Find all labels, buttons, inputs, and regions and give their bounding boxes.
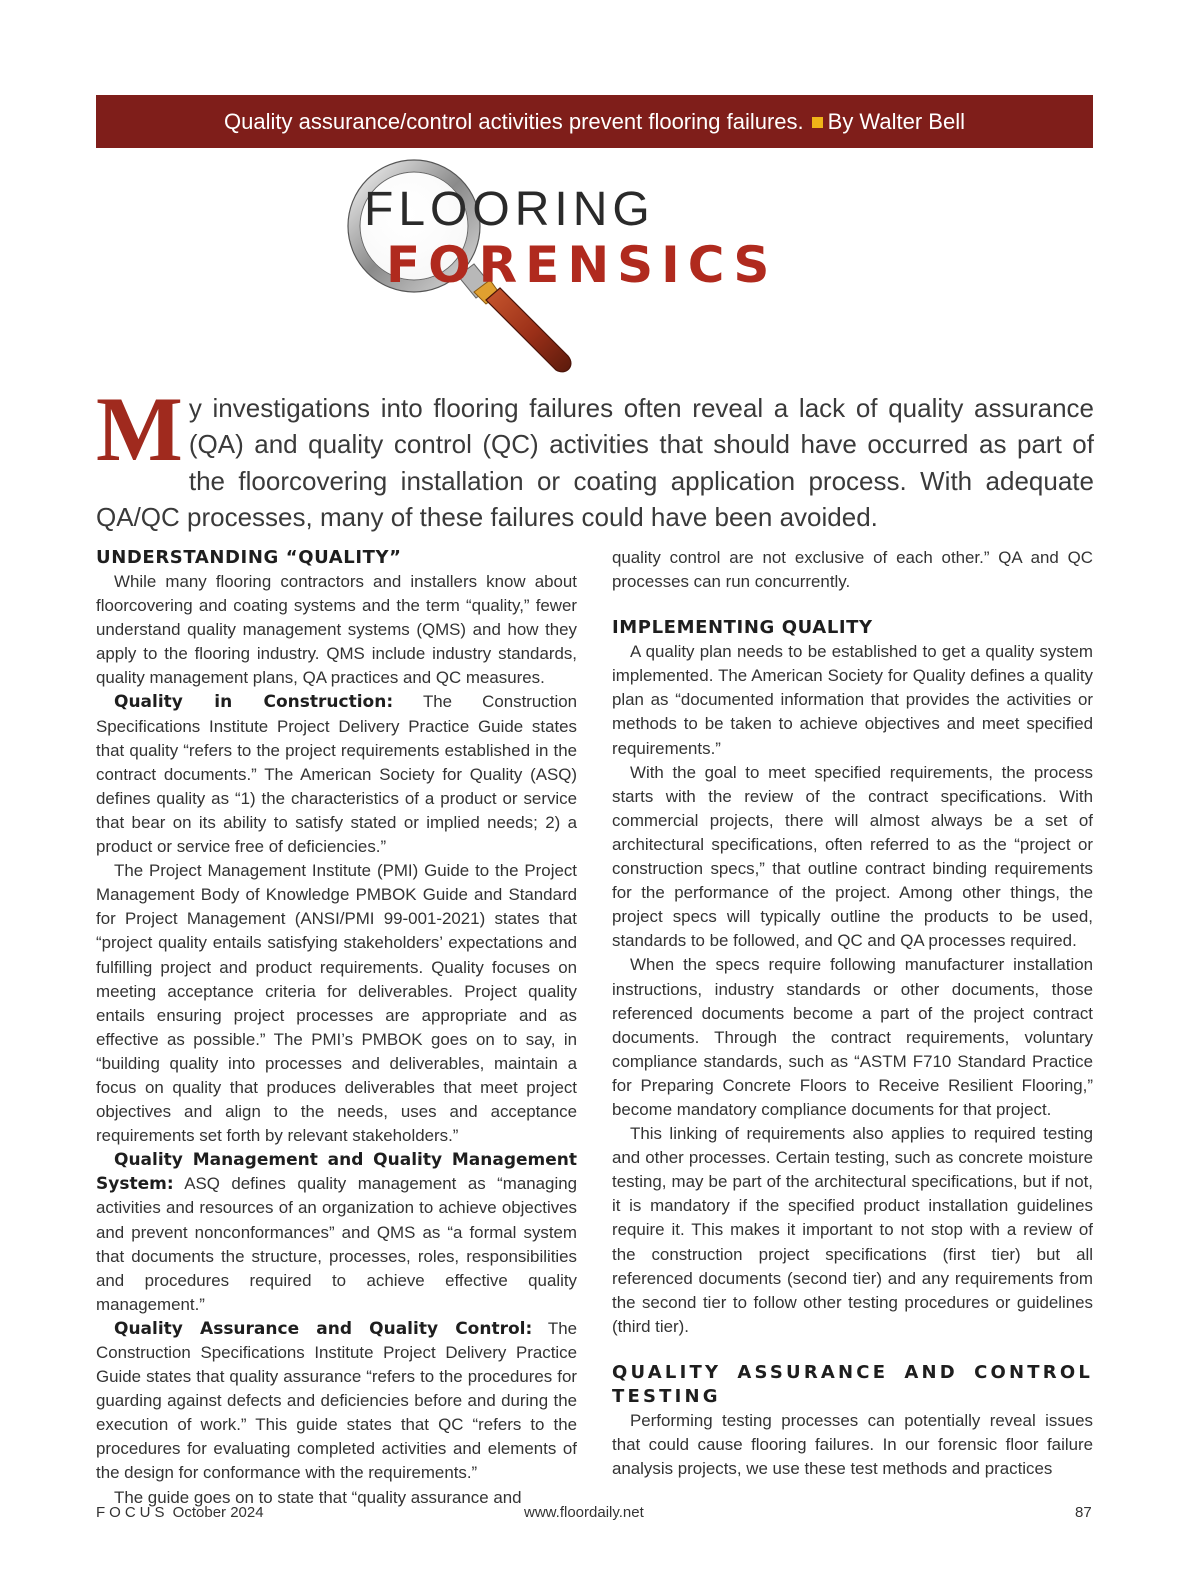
drop-cap: M bbox=[96, 378, 183, 480]
page-number: 87 bbox=[1075, 1504, 1092, 1521]
body-paragraph: When the specs require following manufacturer installation instructions, industry standards or other documents, those referenced documents become a part of the project contract documents. Through the contract requirements, voluntary compliance standards, such as “ASTM F710 Standard Practice for Preparing Concrete Floors to Receive Resilient Flooring,” become mandatory compliance documents for that project. bbox=[612, 955, 1093, 1119]
article-logo bbox=[340, 158, 820, 388]
section-heading-implementing-quality: IMPLEMENTING QUALITY bbox=[612, 617, 873, 639]
square-bullet-icon bbox=[812, 117, 823, 128]
body-paragraph: quality control are not exclusive of each other.” QA and QC processes can run concurrently. bbox=[612, 548, 1093, 592]
body-paragraph: This linking of requirements also applies to required testing and other processes. Certain testing, such as concrete moisture testing, may be part of the architectural specifications, but if not, it is mandatory if the specified product installation guidelines require it. This makes it important to not stop with a review of the construction project specifications (first tier) but all referenced documents (second tier) and any requirements from the second tier to follow other testing procedures or guidelines (third tier). bbox=[612, 1124, 1093, 1336]
body-paragraph: The guide goes on to state that “quality assurance and bbox=[114, 1487, 522, 1507]
section-heading-qa-control-testing: QUALITY ASSURANCE AND CONTROL TESTING bbox=[612, 1361, 1093, 1407]
lead-text: y investigations into flooring failures often reveal a lack of quality assurance (QA) and quality control (QC) activities that should have occurred as part of the floorcovering installation or coating application process. With adequate QA/QC processes, many of these failures could have been avoided. bbox=[96, 393, 1094, 532]
body-paragraph: With the goal to meet specified requirements, the process starts with the review of the contract specifications. With commercial projects, there will almost always be a set of architectural specifications, often referred to as the “project or construction specs,” that outline contract binding requirements for the performance of the project. Among other things, the project specs will typically outline the products to be used, standards to be followed, and QC and QA processes required. bbox=[612, 762, 1093, 951]
left-column bbox=[96, 546, 577, 1510]
body-paragraph: Quality Assurance and Quality Control: The Construction Specifications Institute Project Delivery Practice Guide states that quality assurance “refers to the procedures for guarding against defects and deficiencies before and during the execution of work.” This guide states that QC “refers to the procedures for evaluating completed activities and elements of the design for conformance with the requirements.” bbox=[96, 1318, 577, 1483]
body-paragraph: The Project Management Institute (PMI) Guide to the Project Management Body of Knowledge PMBOK Guide and Standard for Project Management (ANSI/PMI 99-001-2021) states that “project quality entails satisfying stakeholders’ expectations and fulfilling project and product requirements. Quality focuses on meeting acceptance criteria for deliverables. Project quality entails ensuring project processes are appropriate and as effective as possible.” The PMI’s PMBOK goes on to say, in “building quality into processes and deliverables, maintain a focus on quality that produces deliverables that meet project objectives and align to the needs, uses and acceptance requirements set forth by relevant stakeholders.” bbox=[96, 861, 577, 1146]
subheading-quality-management: Quality Management and Quality Management System: bbox=[96, 1150, 577, 1195]
footer-brand: FOCUS bbox=[96, 1504, 169, 1521]
subheading-quality-in-construction: Quality in Construction: bbox=[114, 692, 394, 713]
right-column bbox=[612, 546, 1093, 1481]
spacer bbox=[612, 594, 1093, 616]
subheading-qa-qc: Quality Assurance and Quality Control: bbox=[114, 1318, 533, 1339]
byline: By Walter Bell bbox=[827, 109, 965, 134]
logo-word-flooring: FLOORING bbox=[364, 183, 655, 236]
logo-word-forensics: FORENSICS bbox=[386, 236, 778, 294]
footer-publication bbox=[96, 1504, 264, 1521]
lead-paragraph bbox=[96, 378, 1094, 535]
banner-text: Quality assurance/control activities prevent flooring failures. bbox=[224, 109, 804, 134]
body-paragraph: While many flooring contractors and installers know about floorcovering and coating systems and the term “quality,” fewer understand quality management systems (QMS) and how they apply to the flooring industry. QMS include industry standards, quality management plans, QA practices and QC measures. bbox=[96, 572, 577, 688]
body-paragraph: Quality in Construction: The Construction Specifications Institute Project Delivery Practice Guide states that quality “refers to the project requirements established in the contract documents.” The American Society for Quality (ASQ) defines quality as “1) the characteristics of a product or service that bear on its ability to satisfy stated or implied needs; 2) a product or service free of deficiencies.” bbox=[96, 692, 577, 857]
spacer bbox=[612, 1339, 1093, 1361]
header-banner bbox=[96, 95, 1093, 148]
footer-date: October 2024 bbox=[172, 1504, 264, 1521]
body-paragraph: Performing testing processes can potentially reveal issues that could cause flooring failures. In our forensic floor failure analysis projects, we use these test methods and practices bbox=[612, 1410, 1093, 1479]
section-heading-understanding-quality: UNDERSTANDING “QUALITY” bbox=[96, 547, 402, 568]
body-paragraph: Quality Management and Quality Management System: ASQ defines quality management as “managing activities and resources of an organization to achieve objectives and prevent nonconformances” and QMS as “a formal system that documents the structure, processes, roles, responsibilities and procedures required to achieve effective quality management.” bbox=[96, 1150, 577, 1314]
footer-website-link[interactable]: www.floordaily.net bbox=[524, 1504, 644, 1521]
body-paragraph: A quality plan needs to be established to get a quality system implemented. The American Society for Quality defines a quality plan as “documented information that provides the activities or methods to be taken to achieve objectives and meet specified requirements.” bbox=[612, 642, 1093, 758]
